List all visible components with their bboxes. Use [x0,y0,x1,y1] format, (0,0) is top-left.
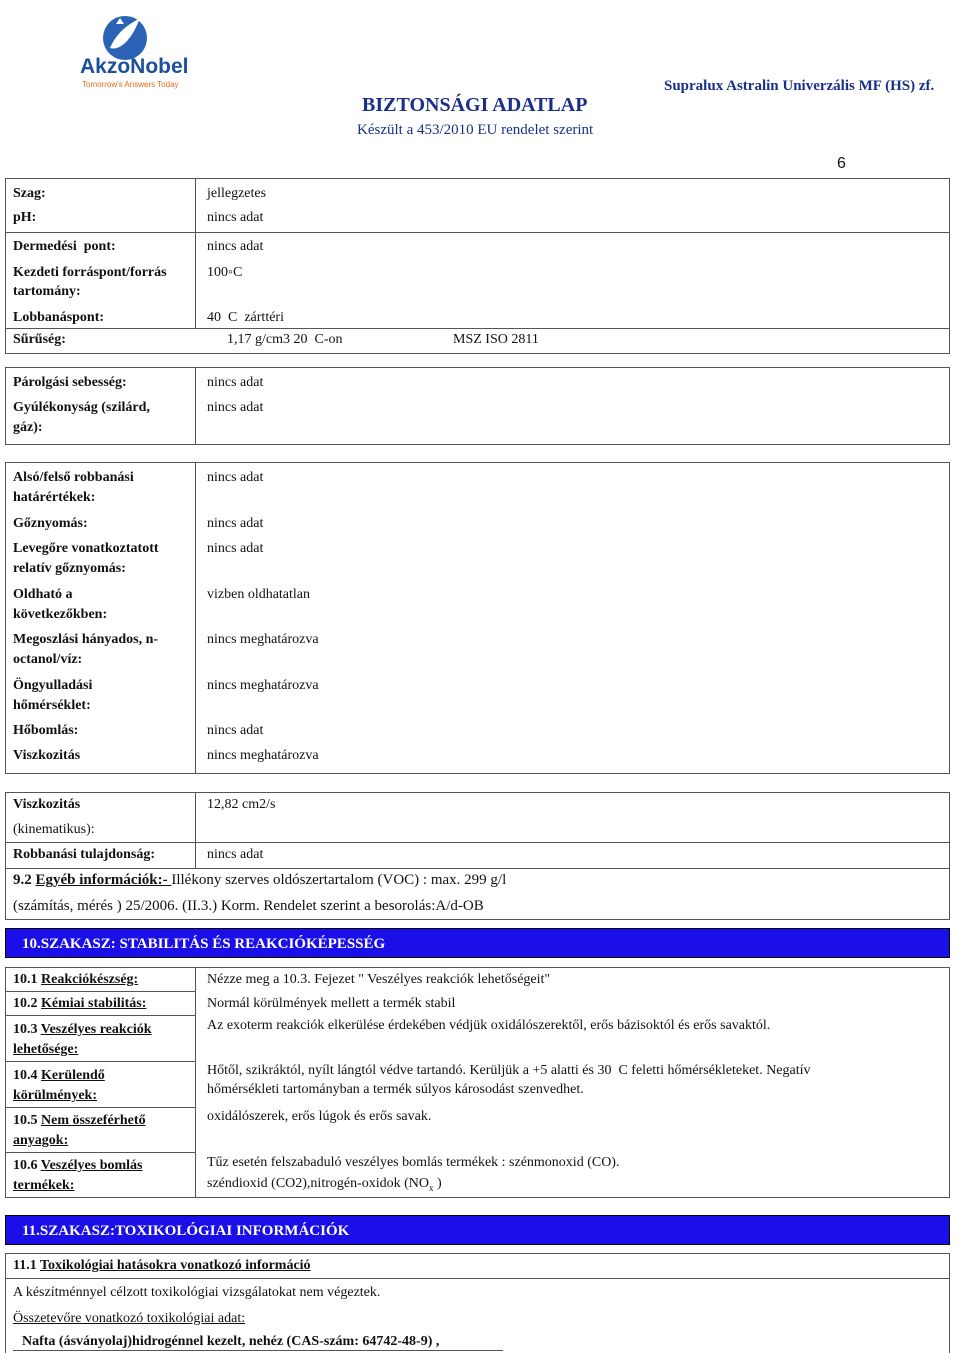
label-kinematikus-2: (kinematikus): [13,822,95,837]
value-robbanasi-tulajdonsag: nincs adat [207,847,264,862]
properties-block-3 [5,462,950,774]
value-gyulekonysag: nincs adat [207,400,264,415]
value-lobbanaspont: 40 C zárttéri [207,310,284,325]
section-11-line-1: A készítménnyel célzott toxikológiai vizsgálatokat nem végeztek. [13,1285,381,1300]
value-kinematikus: 12,82 cm2/s [207,797,276,812]
value-ph: nincs adat [207,210,264,225]
label-ongyulladasi: Öngyulladási [13,678,93,693]
row-10-6-label: 10.6 Veszélyes bomlás [13,1158,143,1173]
label-viszkozitas: Viszkozitás [13,748,81,763]
row-10-5-label-2: anyagok: [13,1133,69,1148]
value-suruseg: 1,17 g/cm3 20 C-on [227,332,343,347]
label-parolgasi-sebesseg: Párolgási sebesség: [13,375,127,390]
value-hobomlas: nincs adat [207,723,264,738]
other-info-num: 9.2 [13,872,36,888]
label-robbanasi-hatar: Alsó/felső robbanási [13,470,134,485]
value-relativ-goznyomas: nincs adat [207,541,264,556]
value-viszkozitas: nincs meghatározva [207,748,319,763]
document-title: BIZTONSÁGI ADATLAP [362,94,588,116]
row-10-6-value: Tűz esetén felszabaduló veszélyes bomlás termékek : szénmonoxid (CO). [207,1155,620,1170]
value-ongyulladasi: nincs meghatározva [207,678,319,693]
label-relativ-goznyomas: Levegőre vonatkoztatott [13,541,159,556]
value-oldhato: vizben oldhatatlan [207,587,311,602]
row-10-3-value: Az exoterm reakciók elkerülése érdekében védjük oxidálószerektől, erős bázisoktól és erős savaktól. [207,1018,771,1033]
row-10-4-label-2: körülmények: [13,1088,97,1103]
label-ongyulladasi-2: hőmérséklet: [13,698,91,713]
value-forraspont: 100◦C [207,265,243,280]
label-hobomlas: Hőbomlás: [13,723,79,738]
label-kinematikus: Viszkozitás [13,797,81,812]
label-lobbanaspont: Lobbanáspont: [13,310,105,325]
label-oldhato: Oldható a [13,587,73,602]
label-forraspont: Kezdeti forráspont/forrás [13,265,167,280]
row-10-1-label: 10.1 Reakciókészség: [13,972,139,987]
logo-text: AkzoNobel [80,55,189,78]
row-10-2-value: Normál körülmények mellett a termék stabil [207,996,456,1011]
label-gyulekonysag-2: gáz): [13,420,43,435]
row-10-3-label-2: lehetősége: [13,1042,79,1057]
label-oldhato-2: következőkben: [13,607,108,622]
value-szag: jellegzetes [207,186,267,201]
row-10-2-label: 10.2 Kémiai stabilitás: [13,996,147,1011]
row-10-4-value: Hőtől, szikráktól, nyílt lángtól védve tartandó. Kerüljük a +5 alatti és 30 C feletti hőmérsékleteket. Negatív [207,1063,811,1078]
label-ph: pH: [13,210,37,225]
label-robbanasi-tulajdonsag: Robbanási tulajdonság: [13,847,155,862]
other-info-line-2: (számítás, mérés ) 25/2006. (II.3.) Korm. Rendelet szerint a besorolás:A/d-OB [13,898,484,914]
value-dermedesi-pont: nincs adat [207,239,264,254]
row-10-4-value-2: hőmérsékleti tartományban a termék súlyos károsodást szenvedhet. [207,1082,584,1097]
section-11-1-title: 11.1 Toxikológiai hatásokra vonatkozó információ [13,1258,311,1273]
label-goznyomas: Gőznyomás: [13,516,88,531]
other-info-line-1 [13,870,506,890]
row-10-5-label: 10.5 Nem összeférhető [13,1113,146,1128]
subscript-x: x [429,1182,434,1193]
label-forraspont-2: tartomány: [13,284,81,299]
label-megoszlasi-2: octanol/víz: [13,652,83,667]
label-relativ-goznyomas-2: relatív gőznyomás: [13,561,126,576]
label-szag: Szag: [13,186,46,201]
section-11-header: 11.SZAKASZ:TOXIKOLÓGIAI INFORMÁCIÓK [5,1215,950,1245]
document-subtitle: Készült a 453/2010 EU rendelet szerint [357,122,594,138]
other-info-text-1: Illékony szerves oldószertartalom (VOC) : max. 299 g/l [171,872,507,888]
label-suruseg: Sűrűség: [13,332,66,347]
product-name: Supralux Astralin Univerzális MF (HS) zf. [664,78,935,94]
section-11-line-2: Összetevőre vonatkozó toxikológiai adat: [13,1311,246,1326]
label-robbanasi-hatar-2: határértékek: [13,490,96,505]
row-10-1-value: Nézze meg a 10.3. Fejezet " Veszélyes reakciók lehetőségeit" [207,972,551,987]
value-goznyomas: nincs adat [207,516,264,531]
section-10-header: 10.SZAKASZ: STABILITÁS ÉS REAKCIÓKÉPESSÉG [5,928,950,958]
section-11-line-3: Nafta (ásványolaj)hidrogénnel kezelt, nehéz (CAS-szám: 64742-48-9) , [22,1334,440,1349]
value-suruseg-standard: MSZ ISO 2811 [453,332,539,347]
row-10-5-value: oxidálószerek, erős lúgok és erős savak. [207,1109,432,1124]
value-megoszlasi: nincs meghatározva [207,632,319,647]
logo-tagline: Tomorrow's Answers Today [82,80,179,89]
row-10-6-value-2: széndioxid (CO2),nitrogén-oxidok ($NO_x$ ) [207,1176,442,1193]
other-info-link[interactable]: Egyéb információk:- [35,872,172,888]
label-megoszlasi: Megoszlási hányados, n- [13,632,159,647]
row-10-6-label-2: termékek: [13,1178,75,1193]
label-dermedesi-pont: Dermedési pont: [13,239,116,254]
row-10-3-label: 10.3 Veszélyes reakciók [13,1022,152,1037]
value-robbanasi-hatar: nincs adat [207,470,264,485]
value-parolgasi-sebesseg: nincs adat [207,375,264,390]
page-number: 6 [837,155,846,172]
row-10-4-label: 10.4 Kerülendő [13,1068,105,1083]
label-gyulekonysag: Gyúlékonyság (szilárd, [13,400,150,415]
